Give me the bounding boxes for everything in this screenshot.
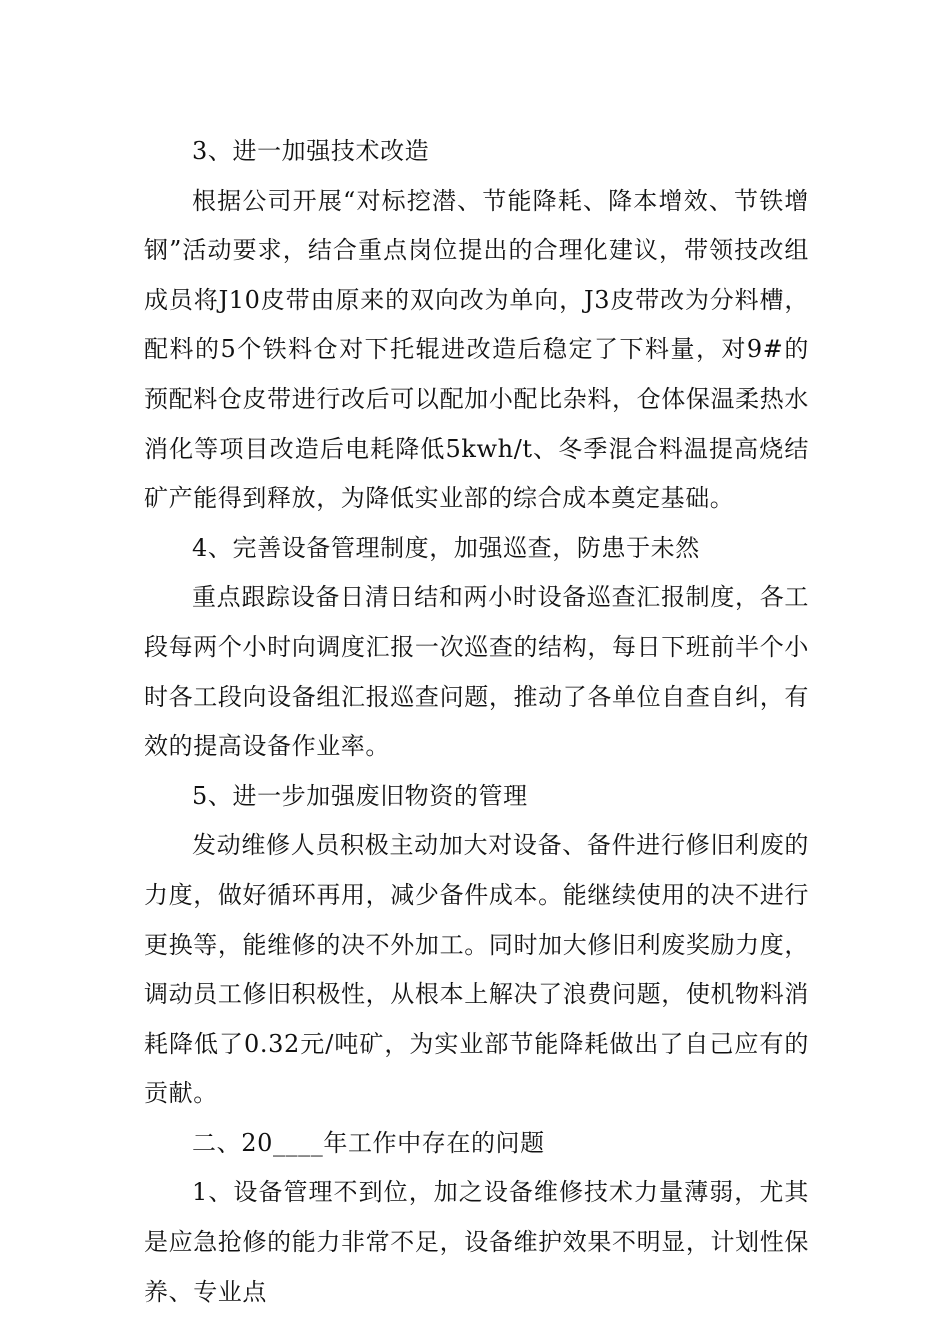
- paragraph-inspection-system: 重点跟踪设备日清日结和两小时设备巡查汇报制度，各工段每两个小时向调度汇报一次巡查的结构，每日下班前半个小时各工段向设备组汇报巡查问题，推动了各单位自查自纠，有效的提高设备作业率。: [144, 583, 809, 761]
- paragraph-tech-renovation: 根据公司开展“对标挖潜、节能降耗、降本增效、节铁增钢”活动要求，结合重点岗位提出的合理化建议，带领技改组成员将J10皮带由原来的双向改为单向，J3皮带改为分料槽，配料的5个铁料仓对下托辊进改造后稳定了下料量，对9#的预配料仓皮带进行改后可以配加小配比杂料，仓体保温柔热水消化等项目改造后电耗降低5kwh/t、冬季混合料温提高烧结矿产能得到释放，为降低实业部的综合成本奠定基础。: [144, 186, 809, 513]
- section-heading-problems: 二、20____年工作中存在的问题: [192, 1128, 545, 1157]
- paragraph-scrap-materials: 发动维修人员积极主动加大对设备、备件进行修旧利废的力度，做好循环再用，减少备件成本。能继续使用的决不进行更换等，能维修的决不外加工。同时加大修旧利废奖励力度，调动员工修旧积极性，从根本上解决了浪费问题，使机物料消耗降低了0.32元/吨矿，为实业部节能降耗做出了自己应有的贡献。: [144, 831, 809, 1108]
- document-body: [144, 127, 809, 1317]
- section-heading-4: 4、完善设备管理制度，加强巡查，防患于未然: [192, 533, 700, 562]
- section-heading-3: 3、进一加强技术改造: [192, 137, 430, 165]
- paragraph-problem-1: 1、设备管理不到位，加之设备维修技术力量薄弱，尤其是应急抢修的能力非常不足，设备维护效果不明显，计划性保养、专业点: [144, 1178, 809, 1306]
- section-heading-5: 5、进一步加强废旧物资的管理: [192, 781, 528, 810]
